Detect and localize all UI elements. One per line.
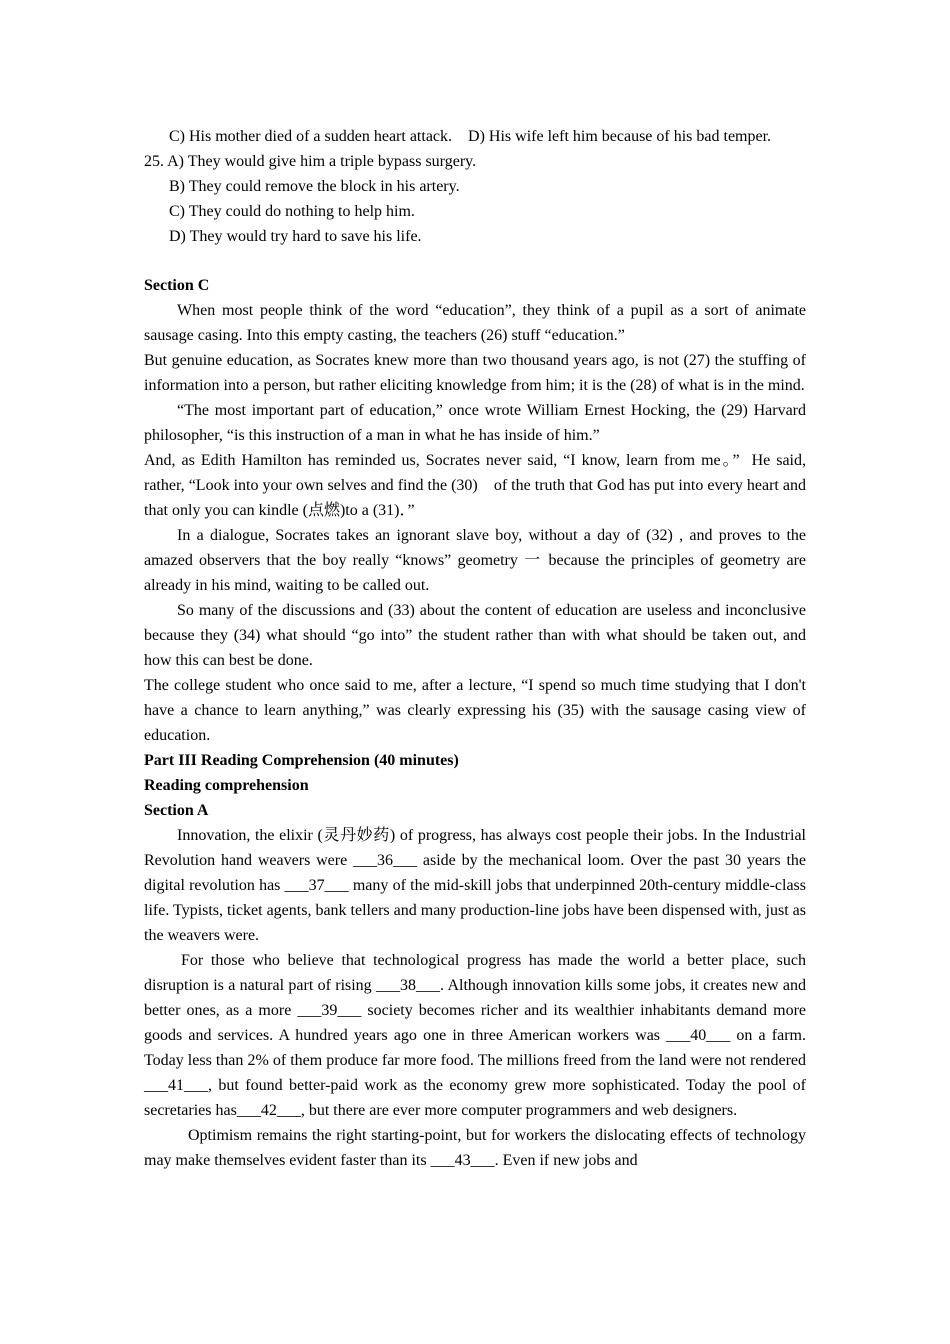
section-c-paragraph-5: In a dialogue, Socrates takes an ignorant slave boy, without a day of (32) , and proves to the amazed observers that the boy really “knows” geometry 一 because the principles of geometry are already in his mind, waiting to be called out. [144,527,806,594]
section-c-paragraph-3: “The most important part of education,” once wrote William Ernest Hocking, the (29) Harvard philosopher, “is this instruction of a man in what he has inside of him.” [144,402,806,444]
section-c-paragraph-6: So many of the discussions and (33) about the content of education are useless and inconclusive because they (34) what should “go into” the student rather than with what should be taken out, and how this can best be done. [144,602,806,669]
question-25-option-c: C) They could do nothing to help him. [169,203,415,220]
section-c-paragraph-2: But genuine education, as Socrates knew more than two thousand years ago, is not (27) the stuffing of information into a person, but rather eliciting knowledge from him; it is the (28) of what is in the mind. [144,352,806,394]
question-25-option-b: B) They could remove the block in his artery. [169,178,460,195]
section-a-paragraph-1: Innovation, the elixir (灵丹妙药) of progress, has always cost people their jobs. In the Industrial Revolution hand weavers were ___36___ aside by the mechanical loom. Over the past 30 years the digital revolution has ___37___ many of the mid-skill jobs that underpinned 20th-century middle-class life. Typists, ticket agents, bank tellers and many production-line jobs have been dispensed with, just as the weavers were. [144,827,806,944]
section-c-paragraph-1: When most people think of the word “education”, they think of a pupil as a sort of animate sausage casing. Into this empty casting, the teachers (26) stuff “education.” [144,302,806,344]
section-c-paragraph-4: And, as Edith Hamilton has reminded us, Socrates never said, “I know, learn from me。” He said, rather, “Look into your own selves and find the (30) of the truth that God has put into every heart and that only you can kindle (点燃)to a (31)．” [144,452,806,519]
question-25-option-d: D) They would try hard to save his life. [169,228,422,245]
question-25-option-a: 25. A) They would give him a triple bypass surgery. [144,153,477,170]
reading-comprehension-heading: Reading comprehension [144,777,309,794]
document-page [144,124,806,1173]
section-c-paragraph-7: The college student who once said to me, after a lecture, “I spend so much time studying that I don't have a chance to learn anything,” was clearly expressing his (35) with the sausage casing view of education. [144,677,806,744]
section-a-paragraph-3: Optimism remains the right starting-point, but for workers the dislocating effects of technology may make themselves evident faster than its ___43___. Even if new jobs and [144,1127,806,1169]
spacer [144,249,806,273]
question-24-options-cd: C) His mother died of a sudden heart attack. D) His wife left him because of his bad temper. [169,128,772,145]
part-3-heading: Part III Reading Comprehension (40 minutes) [144,752,459,769]
section-c-heading: Section C [144,277,210,294]
section-a-heading: Section A [144,802,209,819]
section-a-paragraph-2: For those who believe that technological progress has made the world a better place, such disruption is a natural part of rising ___38___. Although innovation kills some jobs, it creates new and better ones, as a more ___39___ society becomes richer and its wealthier inhabitants demand more goods and services. A hundred years ago one in three American workers was ___40___ on a farm. Today less than 2% of them produce far more food. The millions freed from the land were not rendered ___41___, but found better-paid work as the economy grew more sophisticated. Today the pool of secretaries has___42___, but there are ever more computer programmers and web designers. [144,952,806,1119]
